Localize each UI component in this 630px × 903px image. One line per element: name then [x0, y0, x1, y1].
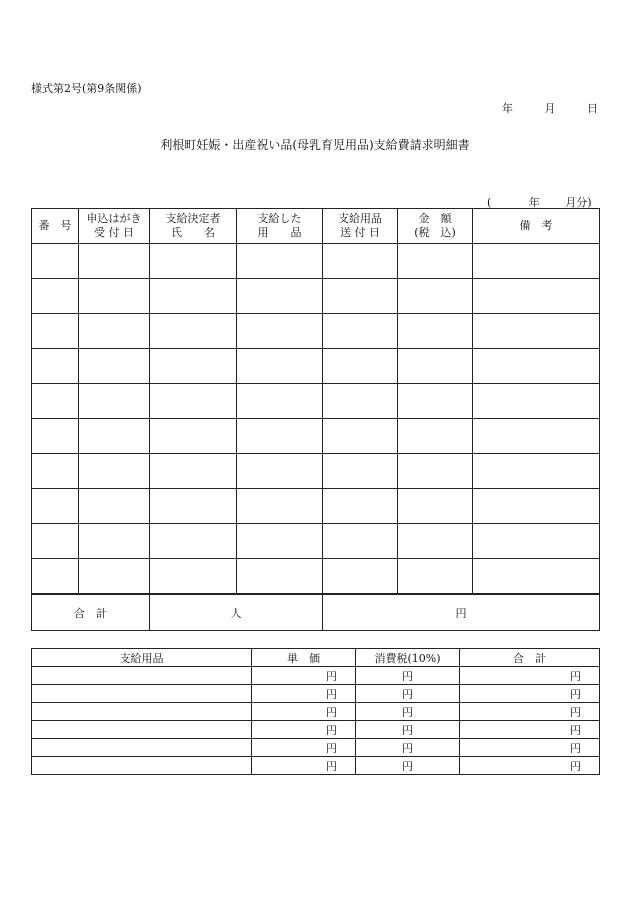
header-application-date [79, 209, 150, 244]
date-year-label: 年 [502, 102, 514, 115]
price-item-cell[interactable] [32, 757, 252, 775]
table-row [32, 314, 600, 349]
yen-unit: 円 [570, 759, 581, 773]
price-table [31, 648, 600, 775]
table-row [32, 349, 600, 384]
price-tax-cell[interactable] [356, 739, 460, 757]
yen-unit: 円 [402, 759, 413, 773]
table-row [32, 489, 600, 524]
table-row [32, 524, 600, 559]
price-total-cell[interactable] [460, 721, 600, 739]
price-item-cell[interactable] [32, 667, 252, 685]
price-tax-cell[interactable] [356, 667, 460, 685]
price-header-tax: 消費税(10%) [356, 649, 460, 667]
date-line [496, 100, 599, 116]
yen-unit: 円 [326, 741, 337, 755]
price-total-cell[interactable] [460, 703, 600, 721]
table-row [32, 454, 600, 489]
date-day-label: 日 [587, 102, 599, 115]
price-header-unit-price: 単 価 [252, 649, 356, 667]
price-header-item: 支給用品 [32, 649, 252, 667]
document-title: 利根町妊娠・出産祝い品(母乳育児用品)支給費請求明細書 [160, 138, 470, 152]
yen-unit: 円 [402, 723, 413, 737]
price-unit-cell[interactable] [252, 667, 356, 685]
header-amount [398, 209, 473, 244]
detail-header-row [32, 209, 600, 244]
price-header-row [32, 649, 600, 667]
table-row [32, 244, 600, 279]
header-remarks [473, 209, 600, 244]
price-tax-cell[interactable] [356, 757, 460, 775]
table-row [32, 384, 600, 419]
header-supplied-item-line2: 用 品 [257, 226, 302, 239]
price-item-cell[interactable] [32, 685, 252, 703]
detail-table [31, 208, 600, 631]
price-total-cell[interactable] [460, 667, 600, 685]
total-people-unit: 人 [230, 606, 242, 620]
header-application-date-line2: 受 付 日 [94, 226, 134, 239]
table-row [32, 279, 600, 314]
price-unit-cell[interactable] [252, 703, 356, 721]
total-amount-cell[interactable] [323, 594, 600, 631]
price-item-cell[interactable] [32, 739, 252, 757]
price-row [32, 757, 600, 775]
price-total-cell[interactable] [460, 757, 600, 775]
price-unit-cell[interactable] [252, 757, 356, 775]
header-number-label: 番 号 [38, 219, 72, 232]
table-row [32, 559, 600, 595]
yen-unit: 円 [326, 687, 337, 701]
price-unit-cell[interactable] [252, 739, 356, 757]
price-row [32, 667, 600, 685]
yen-unit: 円 [402, 687, 413, 701]
price-row [32, 739, 600, 757]
header-application-date-line1: 申込はがき [86, 212, 142, 225]
header-shipping-date-line1: 支給用品 [338, 212, 382, 225]
header-shipping-date [323, 209, 398, 244]
yen-unit: 円 [570, 687, 581, 701]
period-year-label: 年 [528, 196, 540, 209]
header-number [32, 209, 79, 244]
total-row [32, 594, 600, 631]
total-label: 合 計 [32, 594, 150, 631]
yen-unit: 円 [402, 741, 413, 755]
price-total-cell[interactable] [460, 685, 600, 703]
price-total-cell[interactable] [460, 739, 600, 757]
header-recipient-name-line2: 氏 名 [171, 226, 215, 239]
yen-unit: 円 [570, 705, 581, 719]
header-supplied-item-line1: 支給した [257, 212, 302, 225]
price-tax-cell[interactable] [356, 703, 460, 721]
price-item-cell[interactable] [32, 721, 252, 739]
period-month-label: 月分) [565, 196, 592, 209]
yen-unit: 円 [570, 669, 581, 683]
header-recipient-name [150, 209, 237, 244]
header-remarks-label: 備 考 [519, 219, 553, 232]
yen-unit: 円 [326, 759, 337, 773]
yen-unit: 円 [326, 705, 337, 719]
date-month-label: 月 [544, 102, 557, 115]
price-item-cell[interactable] [32, 703, 252, 721]
table-row [32, 419, 600, 454]
price-unit-cell[interactable] [252, 685, 356, 703]
header-amount-line1: 金 額 [418, 212, 452, 225]
price-tax-cell[interactable] [356, 721, 460, 739]
price-tax-cell[interactable] [356, 685, 460, 703]
price-row [32, 685, 600, 703]
price-unit-cell[interactable] [252, 721, 356, 739]
form-number: 様式第2号(第9条関係) [31, 82, 142, 95]
header-amount-line2: (税 込) [414, 226, 456, 239]
total-people-cell[interactable] [150, 594, 323, 631]
header-supplied-item [237, 209, 323, 244]
header-recipient-name-line1: 支給決定者 [165, 212, 221, 225]
yen-unit: 円 [570, 741, 581, 755]
header-shipping-date-line2: 送 付 日 [340, 226, 380, 239]
price-header-total: 合 計 [460, 649, 600, 667]
price-row [32, 703, 600, 721]
yen-unit: 円 [326, 669, 337, 683]
yen-unit: 円 [570, 723, 581, 737]
yen-unit: 円 [402, 669, 413, 683]
yen-unit: 円 [402, 705, 413, 719]
yen-unit: 円 [326, 723, 337, 737]
period-open: ( [487, 196, 492, 209]
price-row [32, 721, 600, 739]
total-amount-unit: 円 [455, 606, 467, 620]
